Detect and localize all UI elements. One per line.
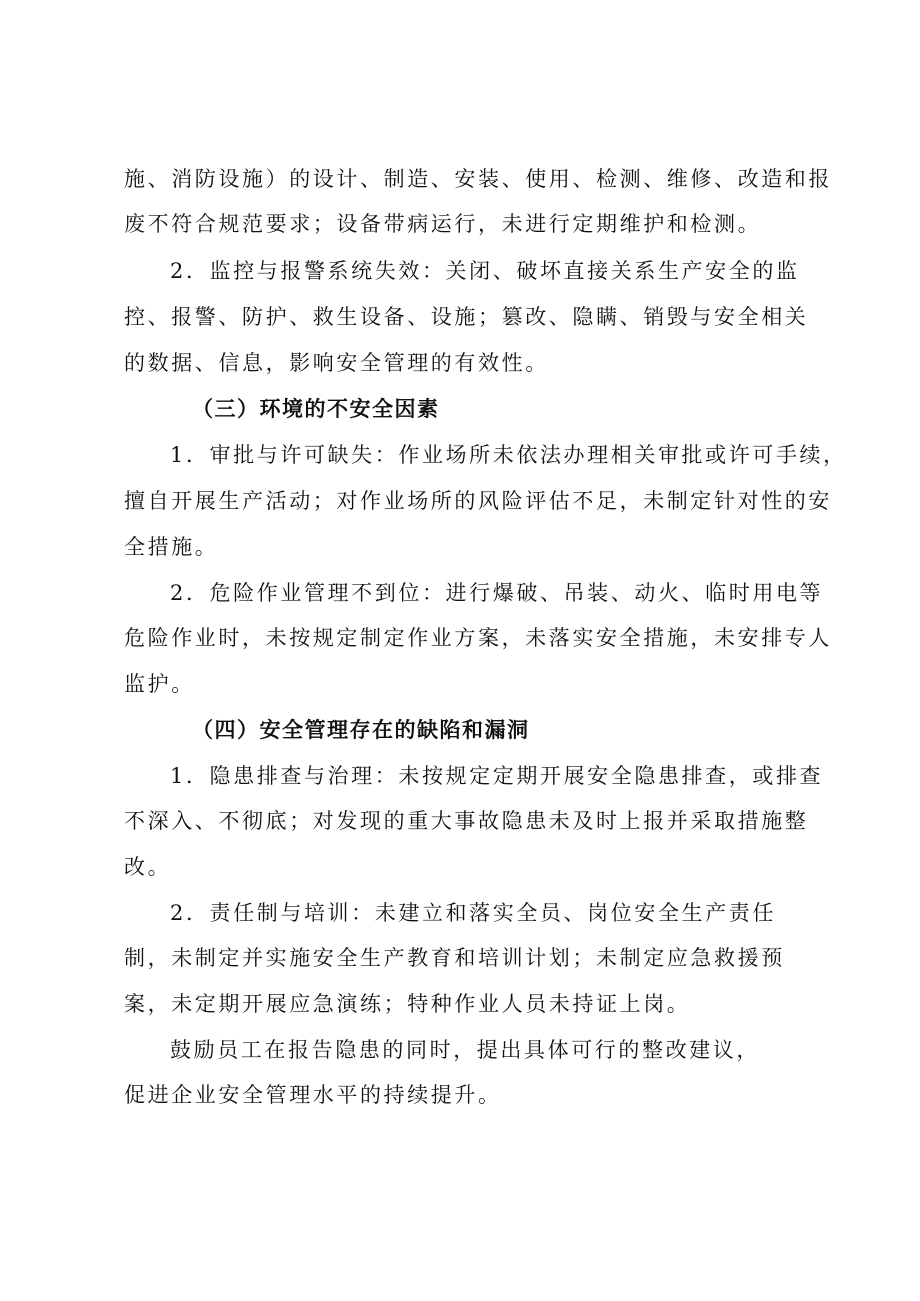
body-line: 全措施。 <box>124 535 219 559</box>
list-item-line: 1．隐患排查与治理：未按规定定期开展安全隐患排查，或排查 <box>170 764 824 788</box>
closing-paragraph-line: 促进企业安全管理水平的持续提升。 <box>124 1083 502 1107</box>
body-line: 制，未制定并实施安全生产教育和培训计划；未制定应急救援预 <box>124 946 785 970</box>
body-line: 监护。 <box>124 672 195 696</box>
body-line: 施、消防设施）的设计、制造、安装、使用、检测、维修、改造和报 <box>124 167 832 191</box>
list-item-line: 2．危险作业管理不到位：进行爆破、吊装、动火、临时用电等 <box>170 581 824 605</box>
body-line: 不深入、不彻底；对发现的重大事故隐患未及时上报并采取措施整 <box>124 809 809 833</box>
body-line: 废不符合规范要求；设备带病运行，未进行定期维护和检测。 <box>124 212 762 236</box>
list-item-line: 2．监控与报警系统失效：关闭、破坏直接关系生产安全的监 <box>170 259 800 283</box>
section-heading: （三）环境的不安全因素 <box>192 396 440 421</box>
body-line: 控、报警、防护、救生设备、设施；篡改、隐瞒、销毁与安全相关 <box>124 305 809 329</box>
closing-paragraph-line: 鼓励员工在报告隐患的同时，提出具体可行的整改建议， <box>170 1038 760 1062</box>
body-line: 危险作业时，未按规定制定作业方案，未落实安全措施，未安排专人 <box>124 626 832 650</box>
body-line: 案，未定期开展应急演练；特种作业人员未持证上岗。 <box>124 992 691 1016</box>
list-item-line: 2．责任制与培训：未建立和落实全员、岗位安全生产责任 <box>170 901 776 925</box>
section-heading: （四）安全管理存在的缺陷和漏洞 <box>192 717 530 742</box>
body-line: 的数据、信息，影响安全管理的有效性。 <box>124 351 549 375</box>
list-item-line: 1．审批与许可缺失：作业场所未依法办理相关审批或许可手续， <box>170 443 847 467</box>
body-line: 改。 <box>124 855 172 879</box>
body-line: 擅自开展生产活动；对作业场所的风险评估不足，未制定针对性的安 <box>124 489 832 513</box>
